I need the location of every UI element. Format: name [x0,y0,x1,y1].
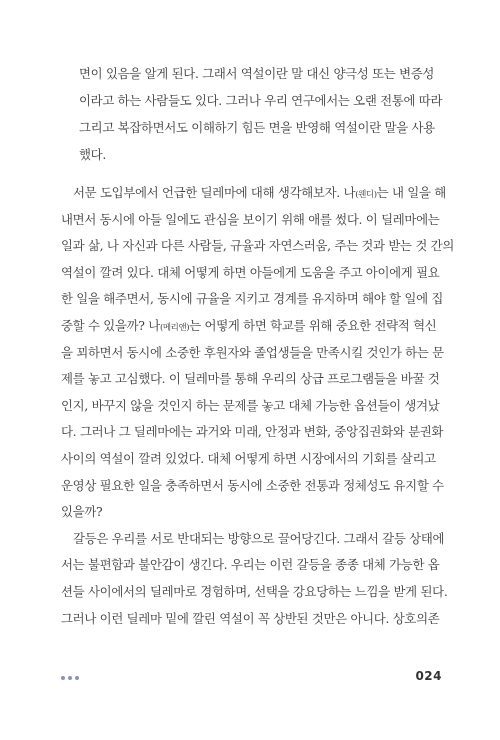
dot [61,676,65,680]
text-line: 갈등은 우리를 서로 반대되는 방향으로 끌어당긴다. 그래서 갈등 상태에 [73,530,445,546]
text-line: 다. 그러나 그 딜레마에는 과거와 미래, 안정과 변화, 중앙집권화와 분권화 [61,424,444,440]
text-line [61,180,451,207]
text-line: 사이의 역설이 깔려 있었다. 대체 어떻게 하면 시장에서의 기회를 살리고 [61,450,436,466]
text-line [61,313,451,340]
text-line: 있을까? [61,504,103,520]
text-fragment: 서문 도입부에서 언급한 딜레마에 대해 생각해보자. 나 [73,185,356,200]
text-line: 이라고 하는 사람들도 있다. 그러나 우리 연구에서는 오랜 전통에 따라 [79,93,443,108]
text-fragment: 는 내 일을 해 [376,185,446,200]
body-text [61,180,454,632]
paragraph [61,180,454,526]
text-line: 내면서 동시에 아들 일에도 관심을 보이기 위해 애를 썼다. 이 딜레마에는 [61,211,440,227]
text-line: 서는 불편함과 불안감이 생긴다. 우리는 이런 갈등을 종종 대체 가능한 옵 [61,557,440,573]
text-line: 일과 삶, 나 자신과 다른 사람들, 규율과 자연스러움, 주는 것과 받는 것 간의 [61,238,454,254]
author-note: (웬디) [355,190,377,200]
text-line: 제를 놓고 고심했다. 이 딜레마를 통해 우리의 상급 프로그램들을 바꿀 것 [61,371,440,387]
text-fragment: 는 어떻게 하면 학교를 위해 중요한 전략적 혁신 [189,317,437,333]
text-line: 운영상 필요한 일을 충족하면서 동시에 소중한 전통과 정체성도 유지할 수 [61,477,444,493]
continued-indented-paragraph [79,60,449,168]
dot [75,676,79,680]
text-line: 그러나 이런 딜레마 밑에 깔린 역설이 꼭 상반된 것만은 아니다. 상호의존 [61,610,440,626]
text-line: 션들 사이에서의 딜레마로 경험하며, 선택을 강요당하는 느낌을 받게 된다. [61,583,448,599]
text-fragment: 중할 수 있을까? 나 [61,317,160,333]
page-number: 024 [415,669,442,683]
paragraph [61,526,451,632]
text-line: 했다. [79,147,106,162]
text-line: 그리고 복잡하면서도 이해하기 힘든 면을 반영해 역설이란 말을 사용 [79,120,435,135]
dot [68,676,72,680]
text-line: 인지, 바꾸지 않을 것인지 하는 문제를 놓고 대체 가능한 옵션들이 생겨났 [61,397,440,413]
text-line: 을 꾀하면서 동시에 소중한 후원자와 졸업생들을 만족시킬 것인가 하는 문 [61,344,444,360]
author-note: (메리앤) [159,322,190,333]
decorative-dots [61,676,79,680]
text-line: 역설이 깔려 있다. 대체 어떻게 하면 아들에게 도움을 주고 아이에게 필요 [61,264,440,280]
text-line: 면이 있음을 알게 된다. 그래서 역설이란 말 대신 양극성 또는 변증성 [79,66,435,81]
text-line: 한 일을 해주면서, 동시에 규율을 지키고 경계를 유지하며 해야 할 일에 집 [61,291,444,307]
